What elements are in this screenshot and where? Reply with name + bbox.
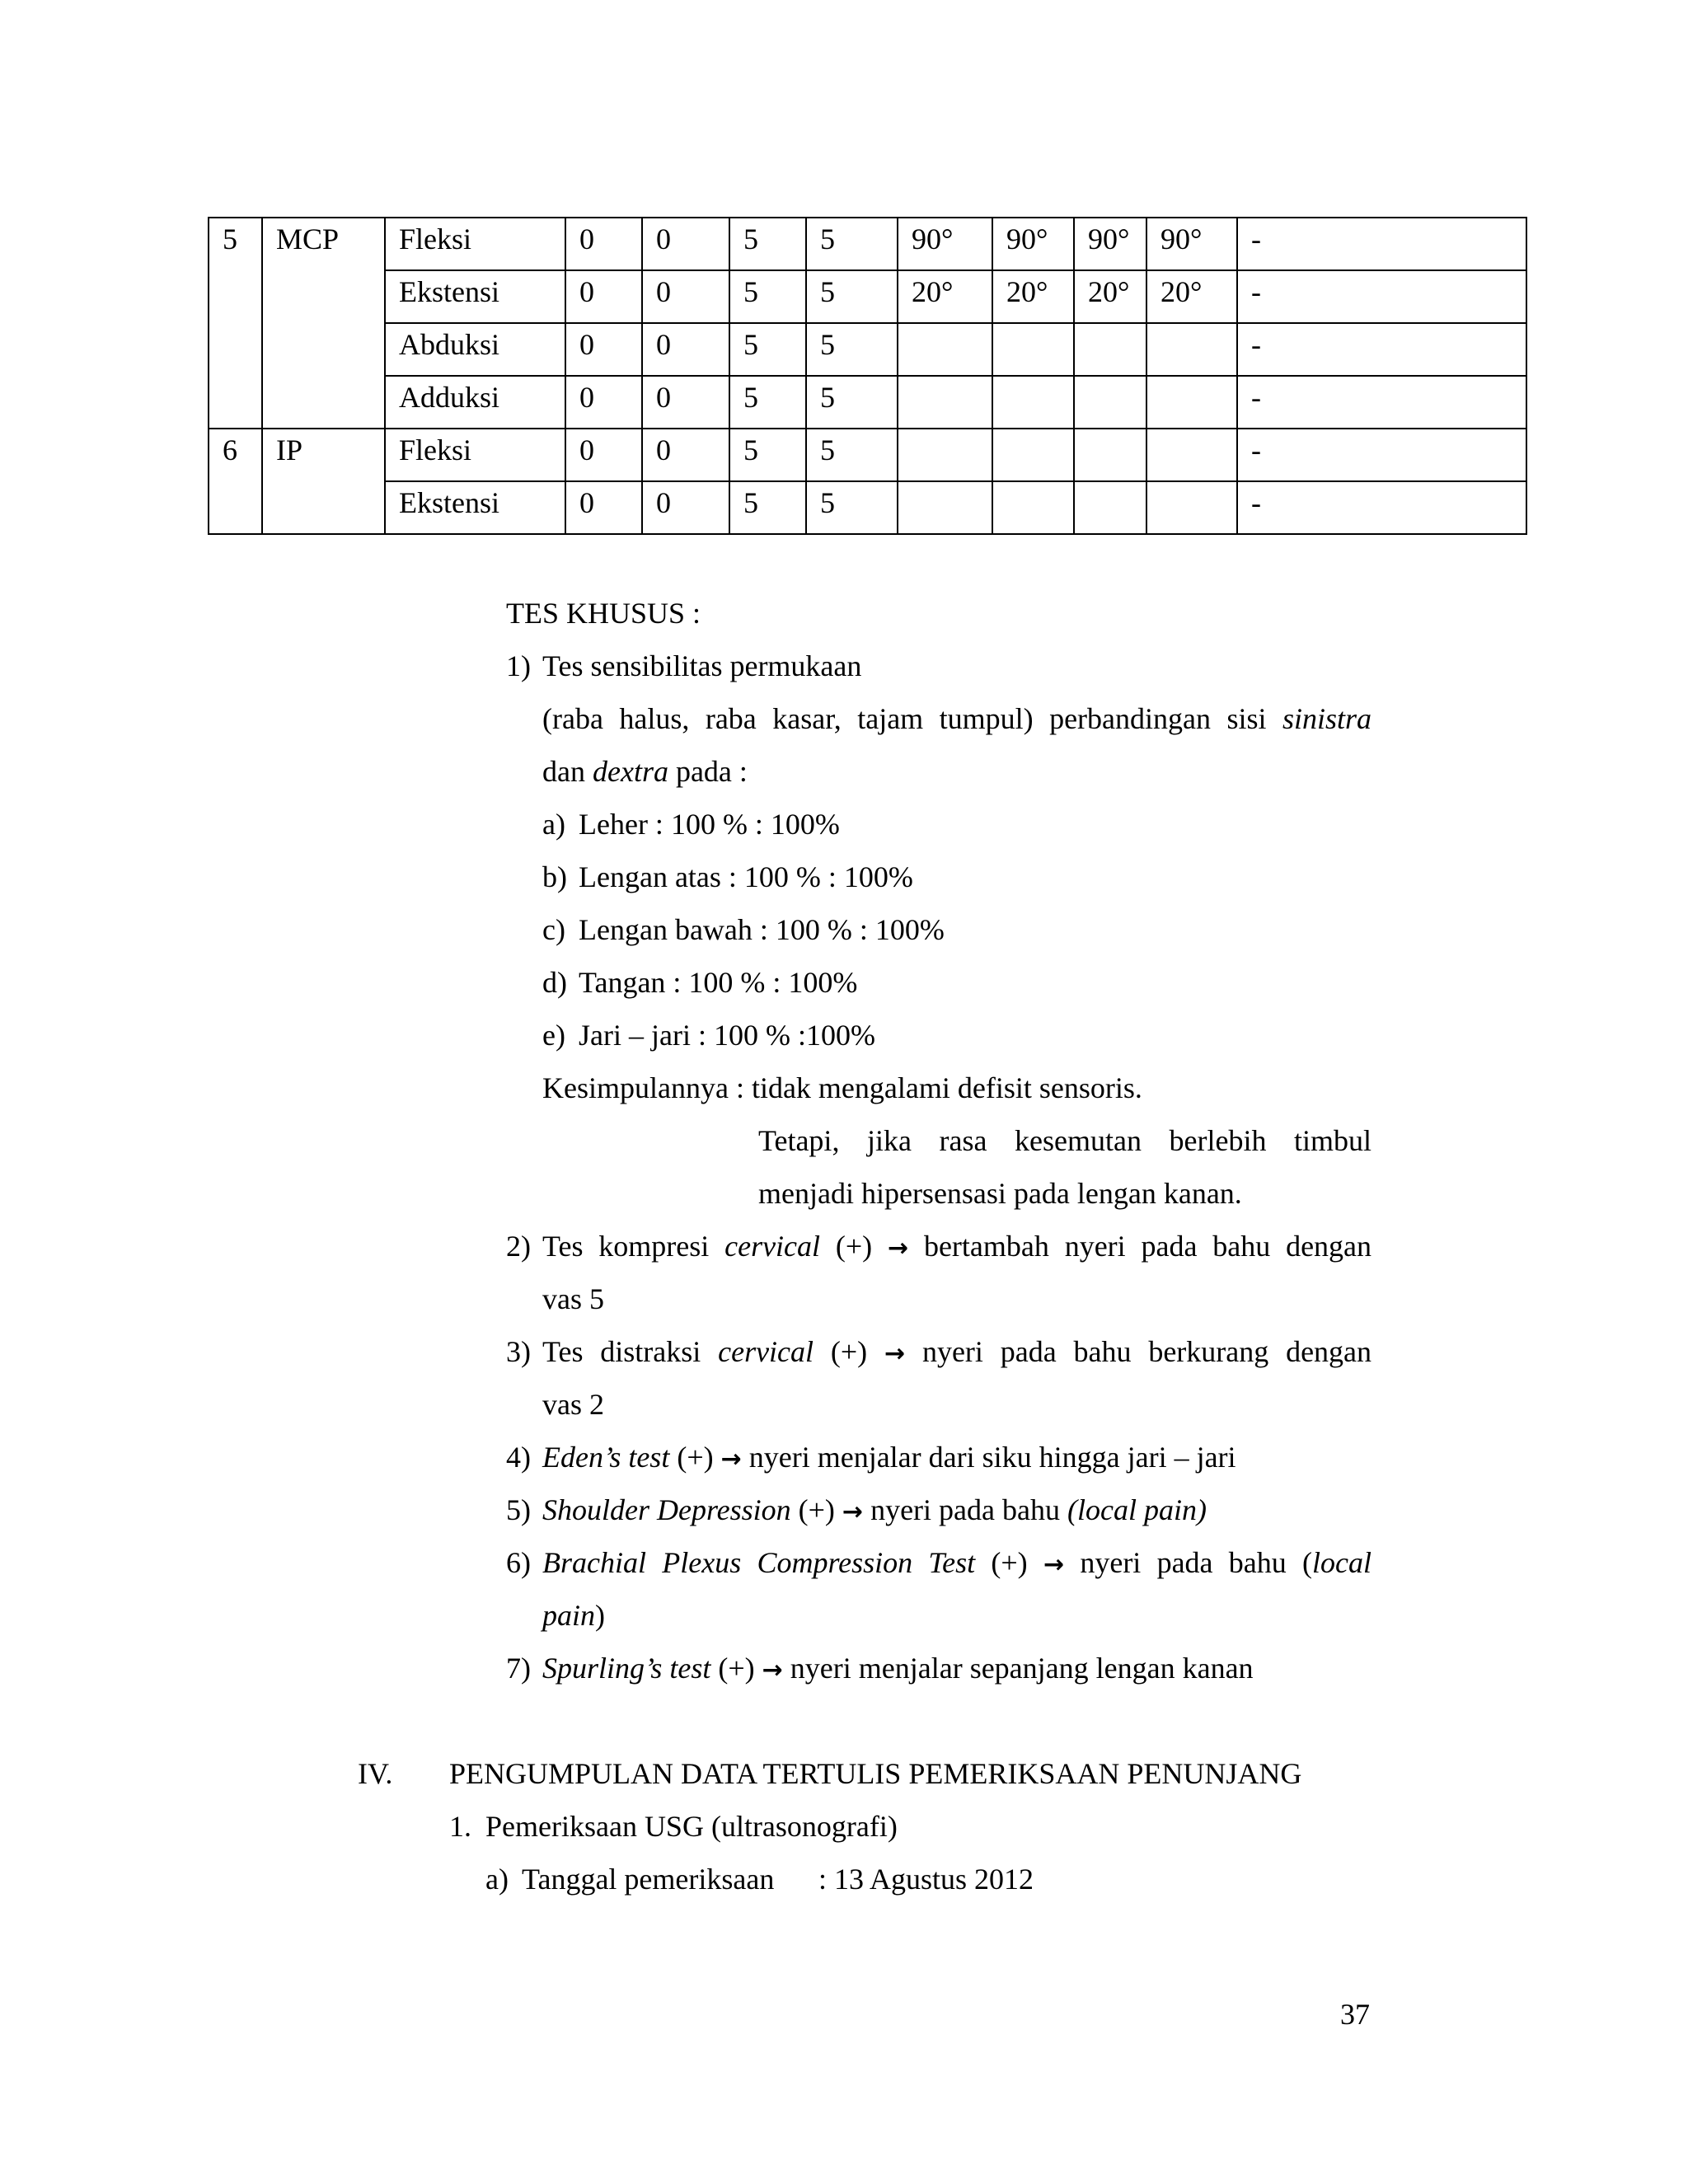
arrow-icon: → (762, 1656, 783, 1685)
value-cell: 0 (642, 270, 729, 323)
value-cell: 5 (729, 270, 806, 323)
value-cell (1074, 429, 1146, 481)
value-cell: 5 (729, 218, 806, 270)
value-cell (898, 323, 992, 376)
value-cell (1146, 323, 1237, 376)
rom-table (208, 217, 1527, 535)
value-cell (1146, 376, 1237, 429)
section-item-1: 1. Pemeriksaan USG (ultrasonografi) (449, 1810, 898, 1843)
table-row (209, 481, 1526, 534)
value-cell: 5 (729, 376, 806, 429)
value-cell: 0 (565, 481, 642, 534)
item-number: 1) (506, 649, 531, 682)
value-cell (1074, 323, 1146, 376)
value-cell: 5 (806, 323, 898, 376)
item-3: 3) Tes distraksi cervical (+) → nyeri pada bahu berkurang dengan (506, 1335, 1372, 1368)
value-cell: 5 (729, 323, 806, 376)
value-cell: 0 (565, 270, 642, 323)
conclusion: Kesimpulannya : tidak mengalami defisit sensoris. (542, 1071, 1142, 1104)
value-cell (1074, 481, 1146, 534)
value-cell: 0 (642, 481, 729, 534)
section-sub-a: a) Tanggal pemeriksaan : 13 Agustus 2012 (485, 1863, 1034, 1896)
list-item: a) Leher : 100 % : 100% (542, 808, 840, 841)
arrow-icon: → (884, 1339, 906, 1368)
value-cell: - (1237, 481, 1526, 534)
value-cell (1146, 481, 1237, 534)
value-cell: 5 (806, 270, 898, 323)
value-cell: 90° (1146, 218, 1237, 270)
value-cell (1074, 376, 1146, 429)
value-cell: 20° (992, 270, 1074, 323)
table-row (209, 218, 1526, 270)
value-cell (992, 376, 1074, 429)
value-cell: 5 (806, 376, 898, 429)
value-cell: 20° (1074, 270, 1146, 323)
value-cell: 90° (1074, 218, 1146, 270)
value-cell: 0 (642, 376, 729, 429)
value-cell (992, 481, 1074, 534)
row-number-cell: 6 (209, 429, 262, 534)
value-cell (898, 429, 992, 481)
movement-cell: Ekstensi (385, 481, 565, 534)
list-item: e) Jari – jari : 100 % :100% (542, 1019, 875, 1052)
value-cell: 5 (729, 429, 806, 481)
section-title: PENGUMPULAN DATA TERTULIS PEMERIKSAAN PENUNJANG (449, 1757, 1302, 1790)
joint-cell: MCP (262, 218, 385, 429)
value-cell: - (1237, 429, 1526, 481)
value-cell (898, 376, 992, 429)
item-3-cont: vas 2 (542, 1388, 604, 1421)
value-cell: - (1237, 323, 1526, 376)
note-line-2: menjadi hipersensasi pada lengan kanan. (758, 1177, 1242, 1210)
movement-cell: Ekstensi (385, 270, 565, 323)
value-cell: 0 (565, 429, 642, 481)
item-6-cont: pain) (542, 1599, 606, 1632)
list-item: b) Lengan atas : 100 % : 100% (542, 860, 913, 893)
section-numeral: IV. (358, 1757, 393, 1790)
value-cell: 90° (898, 218, 992, 270)
value-cell: 20° (898, 270, 992, 323)
value-cell: 5 (806, 429, 898, 481)
value-cell (992, 429, 1074, 481)
list-item: d) Tangan : 100 % : 100% (542, 966, 858, 999)
row-number-cell: 5 (209, 218, 262, 429)
list-item: c) Lengan bawah : 100 % : 100% (542, 913, 945, 946)
page-number: 37 (1340, 1998, 1370, 2031)
value-cell: 0 (565, 323, 642, 376)
item-7: 7) Spurling’s test (+) → nyeri menjalar sepanjang lengan kanan (506, 1652, 1254, 1685)
value-cell: - (1237, 270, 1526, 323)
value-cell: - (1237, 218, 1526, 270)
value-cell: 0 (642, 429, 729, 481)
item-6: 6) Brachial Plexus Compression Test (+) → nyeri pada bahu (local (506, 1546, 1372, 1579)
item-1-desc-a: (raba halus, raba kasar, tajam tumpul) perbandingan sisi sinistra (542, 702, 1372, 735)
item-1-desc-b: dan dextra pada : (542, 755, 748, 788)
value-cell (1146, 429, 1237, 481)
arrow-icon: → (720, 1445, 742, 1474)
joint-cell: IP (262, 429, 385, 534)
arrow-icon: → (842, 1497, 864, 1526)
item-title: Tes sensibilitas permukaan (542, 649, 862, 682)
movement-cell: Adduksi (385, 376, 565, 429)
item-1 (506, 648, 861, 684)
value-cell: 0 (642, 323, 729, 376)
item-2-cont: vas 5 (542, 1282, 604, 1315)
value-cell: 20° (1146, 270, 1237, 323)
table-row (209, 270, 1526, 323)
tes-khusus-title: TES KHUSUS : (506, 597, 701, 630)
value-cell: 5 (806, 218, 898, 270)
value-cell (992, 323, 1074, 376)
value-cell: 5 (806, 481, 898, 534)
table-row (209, 323, 1526, 376)
arrow-icon: → (887, 1234, 909, 1263)
movement-cell: Fleksi (385, 429, 565, 481)
table-row (209, 429, 1526, 481)
note-line-1: Tetapi, jika rasa kesemutan berlebih timbul (758, 1124, 1372, 1157)
value-cell (898, 481, 992, 534)
table-row (209, 376, 1526, 429)
item-2: 2) Tes kompresi cervical (+) → bertambah nyeri pada bahu dengan (506, 1230, 1372, 1263)
value-cell: - (1237, 376, 1526, 429)
value-cell: 0 (642, 218, 729, 270)
value-cell: 5 (729, 481, 806, 534)
movement-cell: Fleksi (385, 218, 565, 270)
value-cell: 90° (992, 218, 1074, 270)
value-cell: 0 (565, 218, 642, 270)
item-5: 5) Shoulder Depression (+) → nyeri pada bahu (local pain) (506, 1493, 1207, 1526)
arrow-icon: → (1043, 1550, 1065, 1579)
item-4: 4) Eden’s test (+) → nyeri menjalar dari siku hingga jari – jari (506, 1441, 1236, 1474)
movement-cell: Abduksi (385, 323, 565, 376)
value-cell: 0 (565, 376, 642, 429)
